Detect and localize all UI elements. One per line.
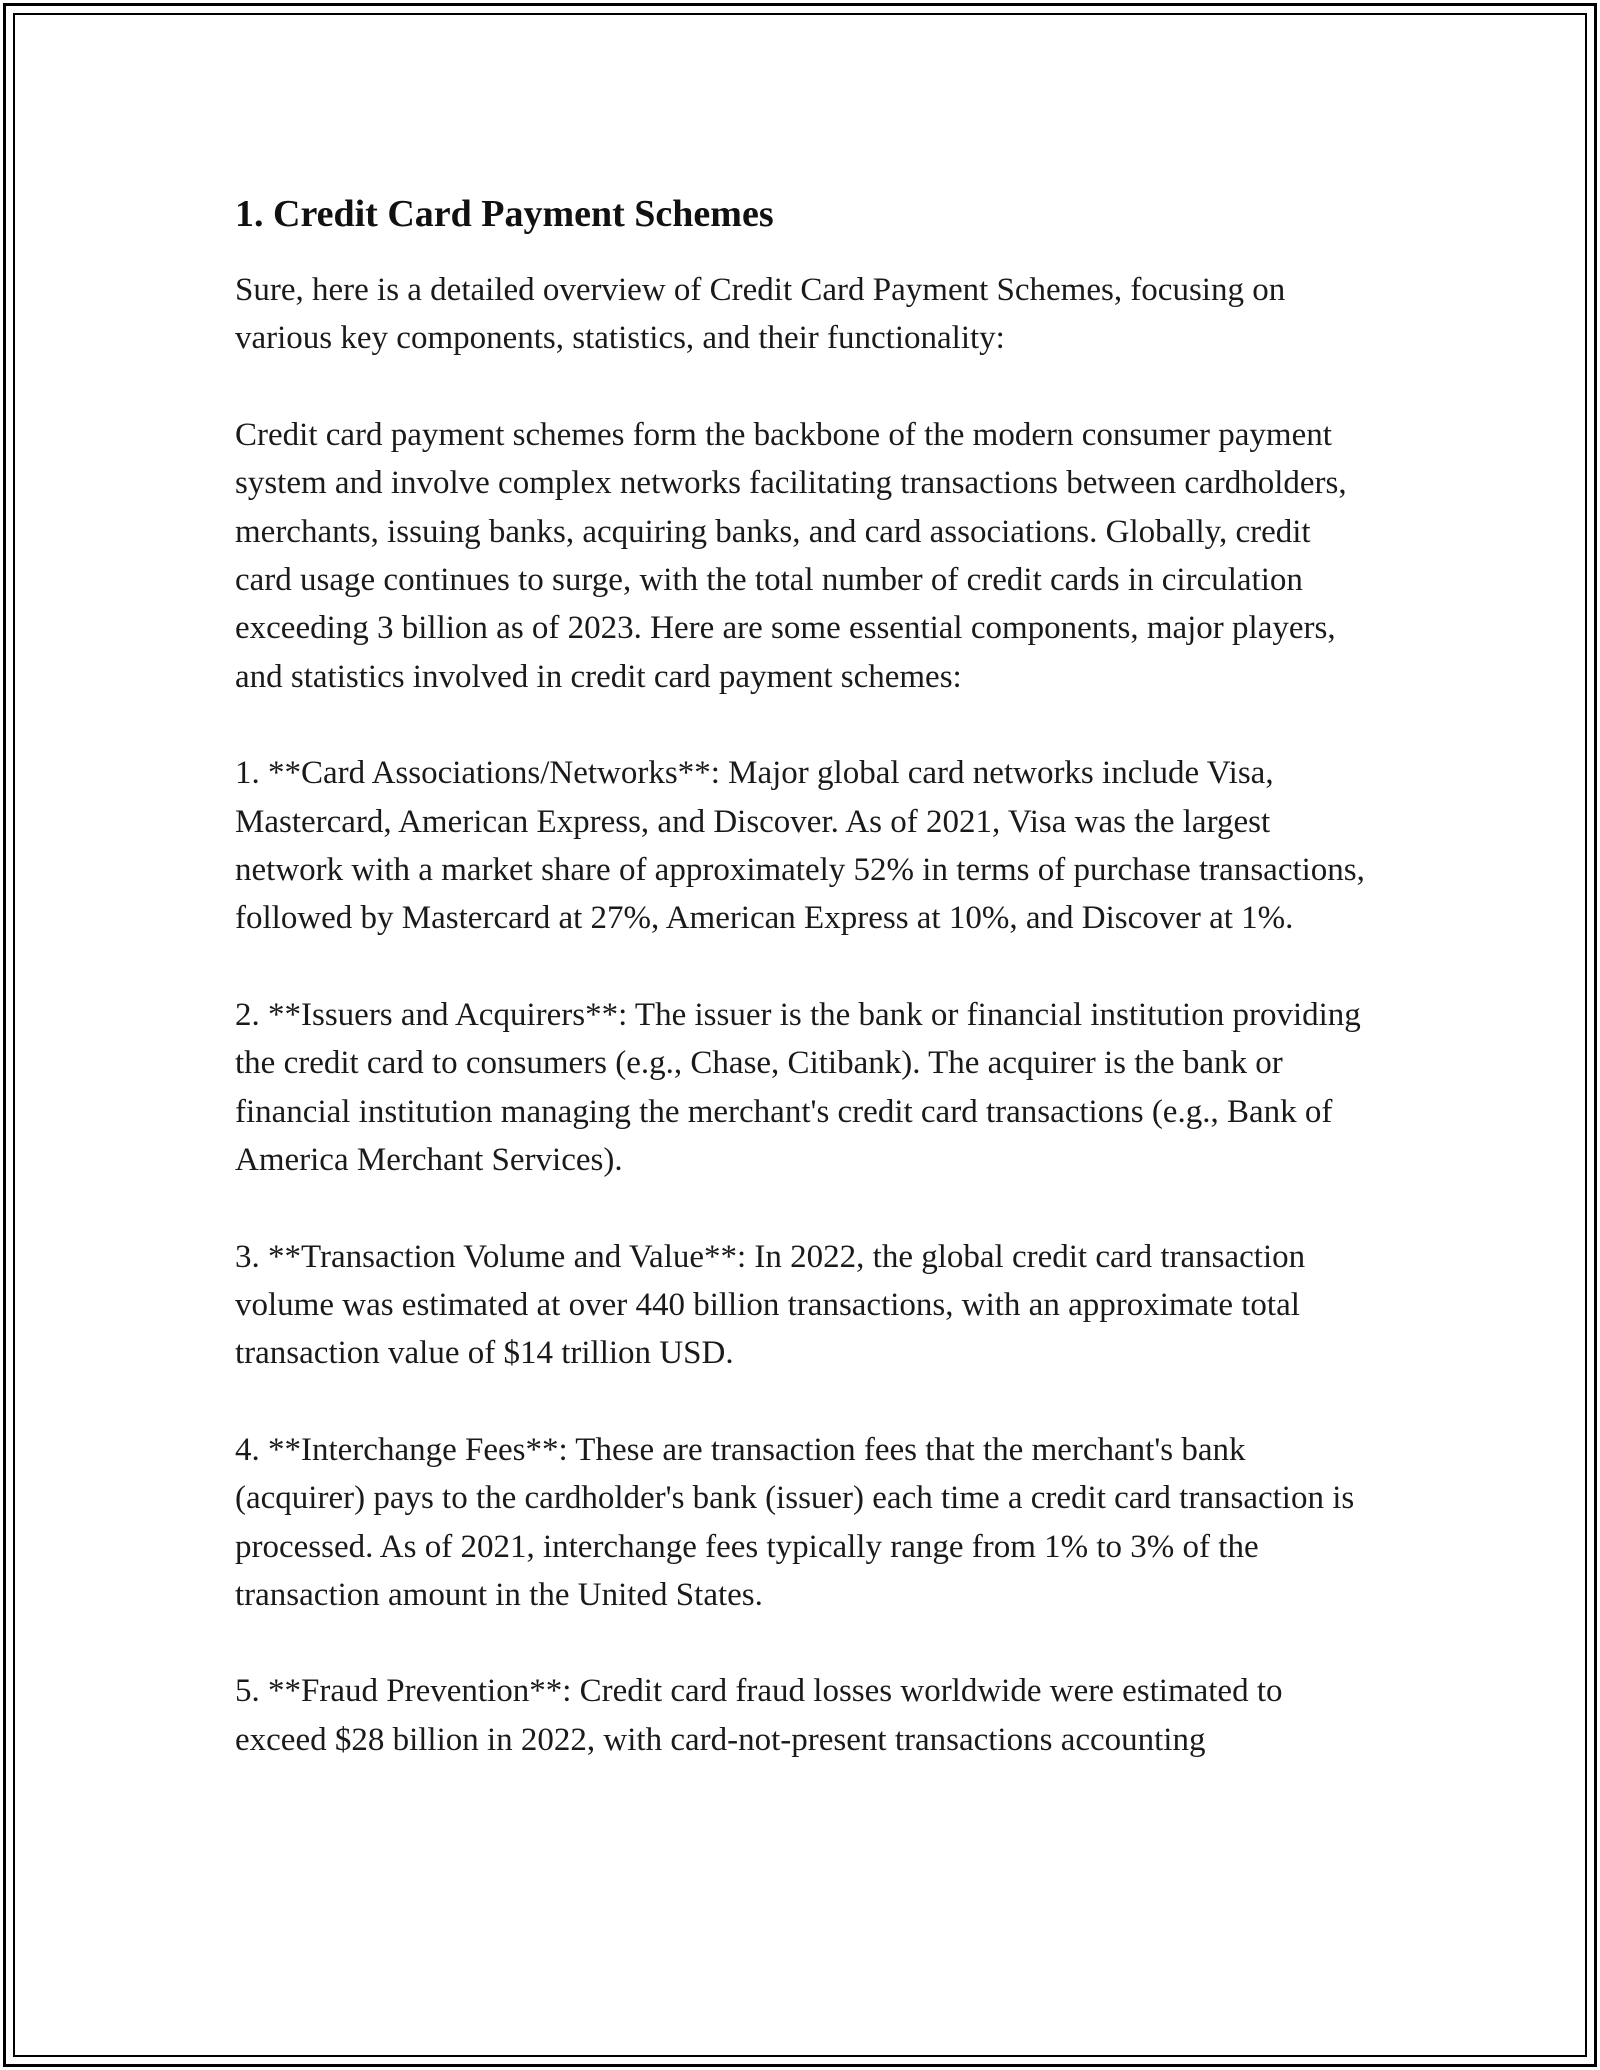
document-body xyxy=(235,188,1375,1764)
intro-paragraph: Sure, here is a detailed overview of Credit Card Payment Schemes, focusing on various key components, statistics, and their functionality: xyxy=(235,272,1286,357)
list-item-card-networks: 1. **Card Associations/Networks**: Major global card networks include Visa, Mastercard, American Express, and Discover. As of 2021, Visa was the largest network with a market share of approximately 52% in terms of purchase transactions, followed by Mastercard at 27%, American Express at 10%, and Discover at 1%. xyxy=(235,755,1365,937)
list-item-issuers-acquirers: 2. **Issuers and Acquirers**: The issuer is the bank or financial institution providing the credit card to consumers (e.g., Chase, Citibank). The acquirer is the bank or financial institution managing the merchant's credit card transactions (e.g., Bank of America Merchant Services). xyxy=(235,996,1361,1179)
list-item-fraud-prevention: 5. **Fraud Prevention**: Credit card fraud losses worldwide were estimated to exceed $28 billion in 2022, with card-not-present transactions accounting xyxy=(235,1673,1283,1758)
overview-paragraph: Credit card payment schemes form the backbone of the modern consumer payment system and involve complex networks facilitating transactions between cardholders, merchants, issuing banks, acquiring banks, and card associations. Globally, credit card usage continues to surge, with the total number of credit cards in circulation exceeding 3 billion as of 2023. Here are some essential components, major players, and statistics involved in credit card payment schemes: xyxy=(235,416,1347,695)
list-item-interchange-fees: 4. **Interchange Fees**: These are transaction fees that the merchant's bank (acquirer) pays to the cardholder's bank (issuer) each time a credit card transaction is processed. As of 2021, interchange fees typically range from 1% to 3% of the transaction amount in the United States. xyxy=(235,1431,1355,1613)
list-item-transaction-volume: 3. **Transaction Volume and Value**: In 2022, the global credit card transaction volume was estimated at over 440 billion transactions, with an approximate total transaction value of $14 trillion USD. xyxy=(235,1238,1306,1372)
section-title: 1. Credit Card Payment Schemes xyxy=(235,193,774,235)
